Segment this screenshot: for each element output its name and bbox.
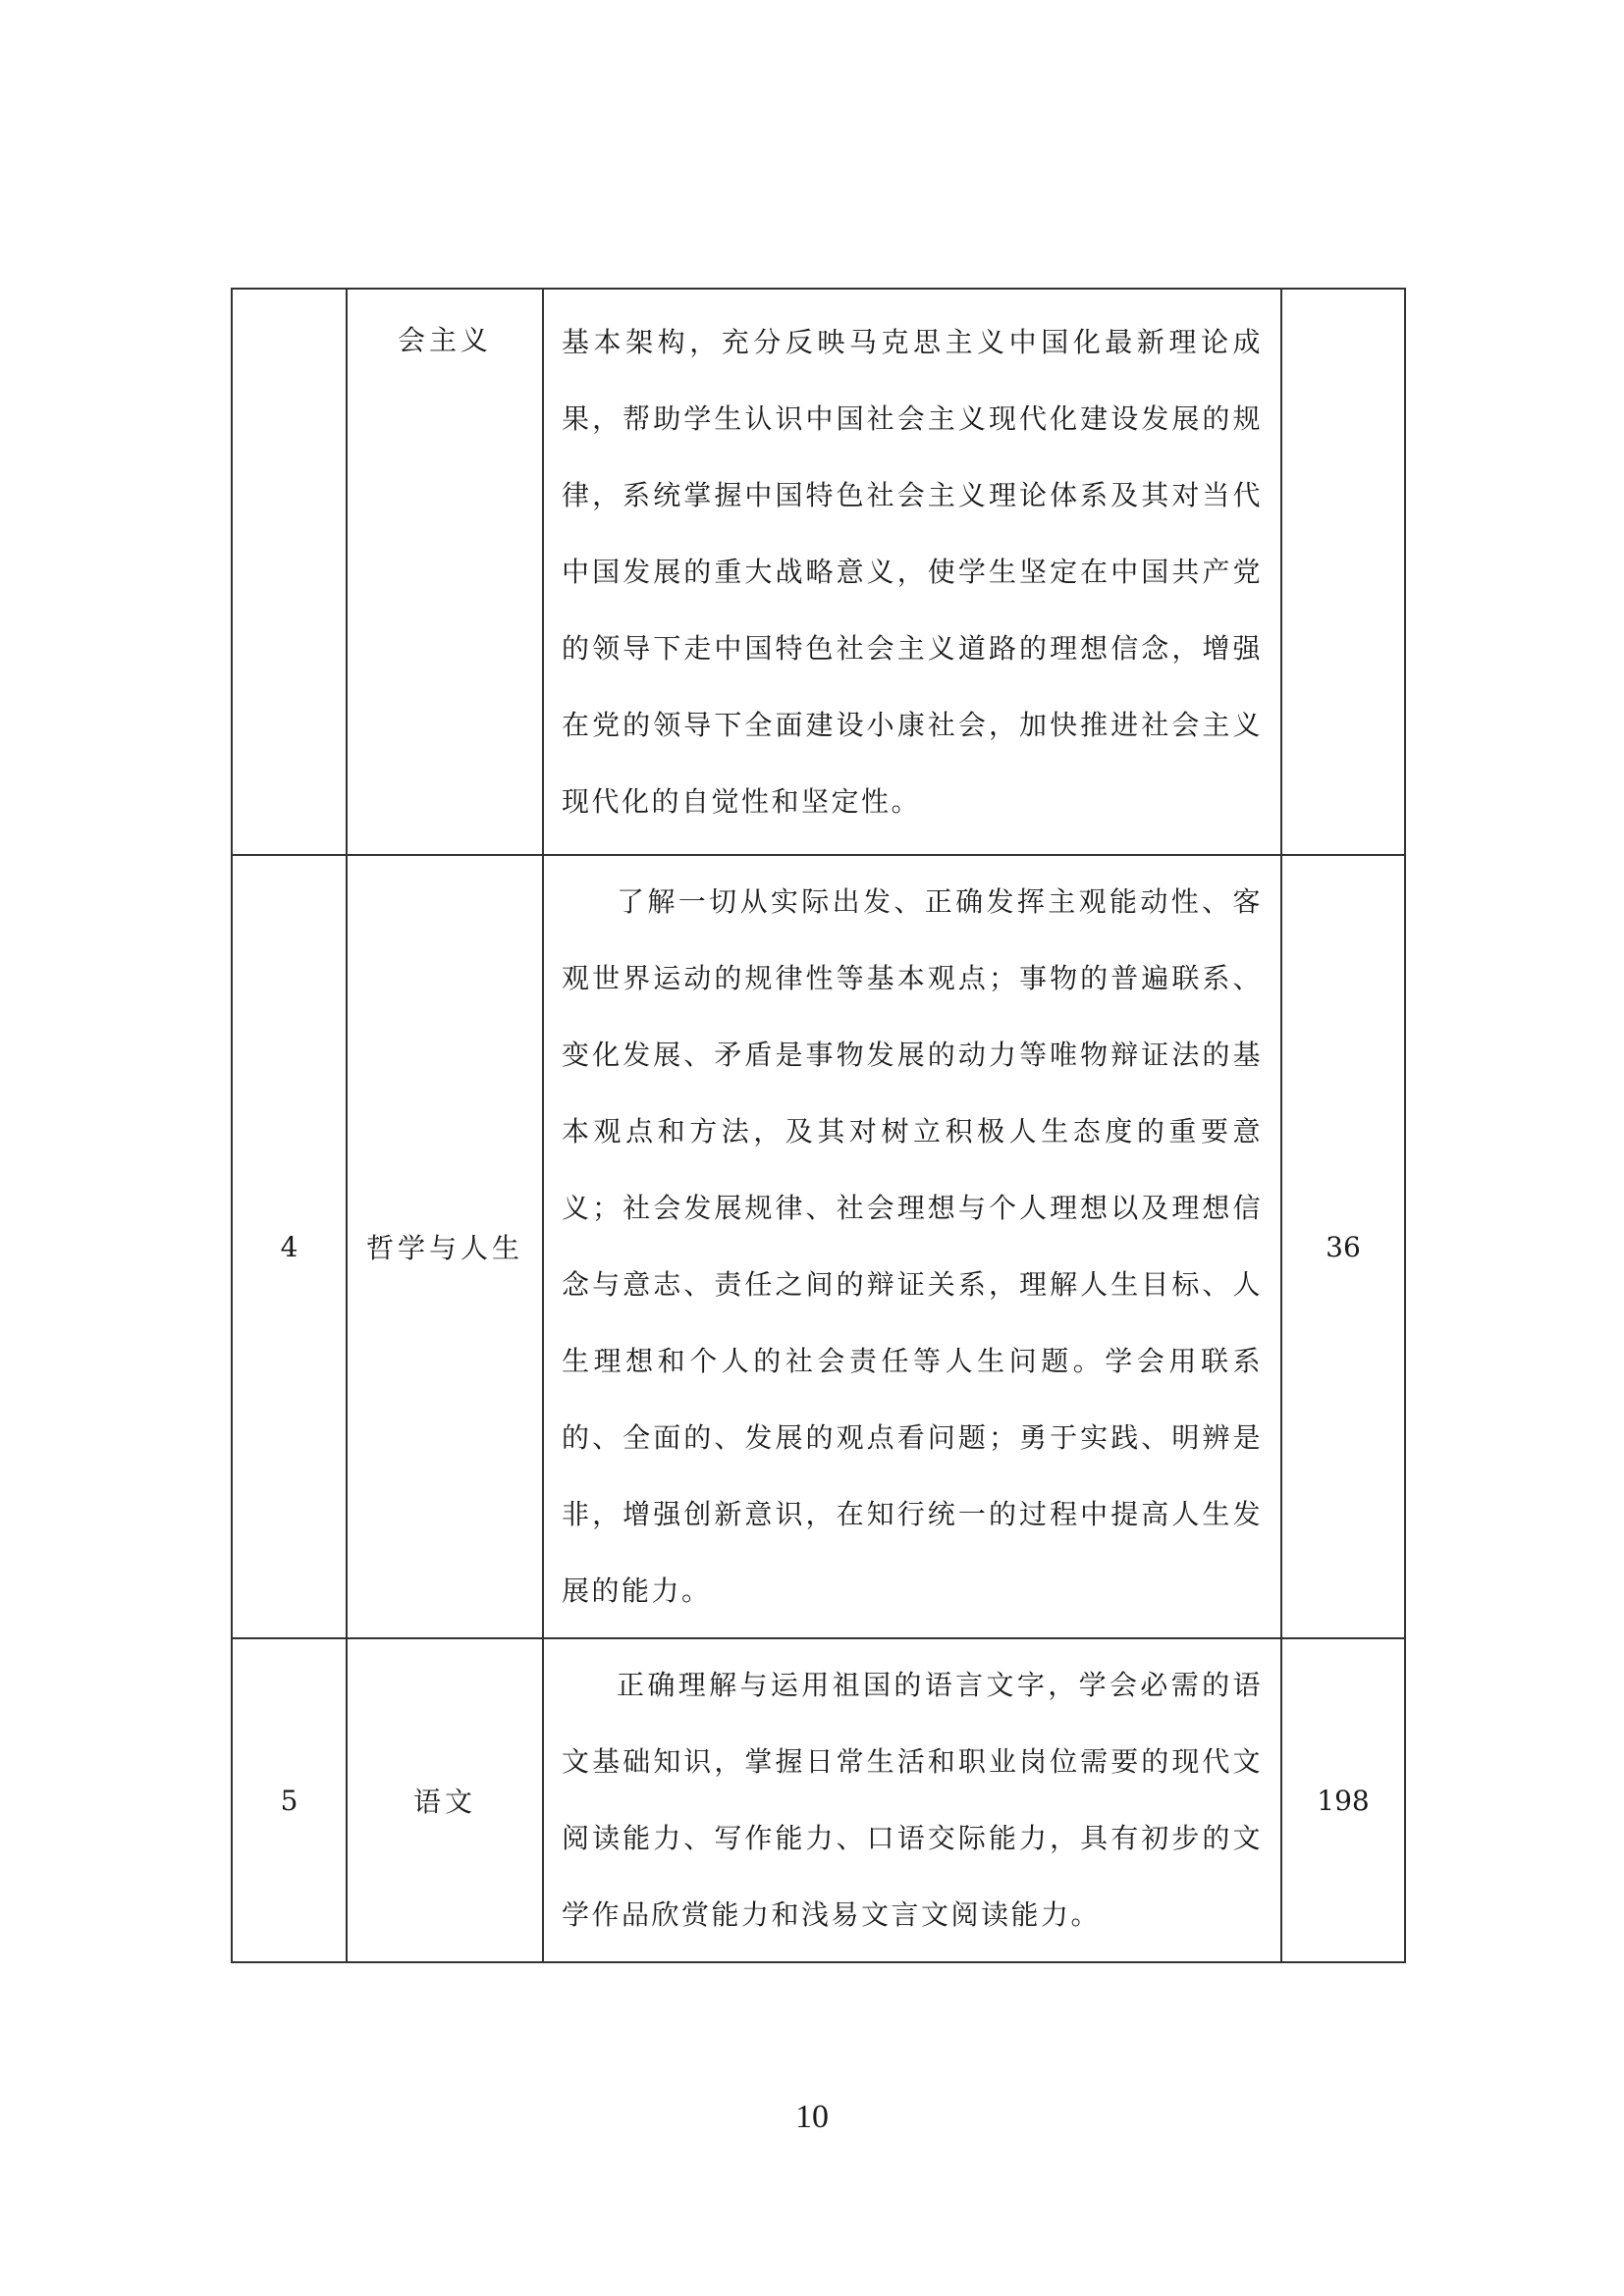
course-table — [231, 288, 1406, 1963]
table-row — [232, 855, 1405, 1638]
course-number-cell: 5 — [232, 1638, 347, 1962]
course-name-cell: 语文 — [347, 1638, 543, 1962]
table-row — [232, 289, 1405, 855]
course-number-cell — [232, 289, 347, 855]
table-row — [232, 1638, 1405, 1962]
course-number-cell: 4 — [232, 855, 347, 1638]
course-hours-cell — [1281, 289, 1405, 855]
course-content-text: 正确理解与运用祖国的语言文字，学会必需的语文基础知识，掌握日常生活和职业岗位需要的现代文阅读能力、写作能力、口语交际能力，具有初步的文学作品欣赏能力和浅易文言文阅读能力。 — [562, 1669, 1263, 1931]
page-number: 10 — [795, 2099, 829, 2135]
course-hours-cell: 36 — [1281, 855, 1405, 1638]
course-content-text: 了解一切从实际出发、正确发挥主观能动性、客观世界运动的规律性等基本观点；事物的普遍联系、变化发展、矛盾是事物发展的动力等唯物辩证法的基本观点和方法，及其对树立积极人生态度的重要意义；社会发展规律、社会理想与个人理想以及理想信念与意志、责任之间的辩证关系，理解人生目标、人生理想和个人的社会责任等人生问题。学会用联系的、全面的、发展的观点看问题；勇于实践、明辨是非，增强创新意识，在知行统一的过程中提高人生发展的能力。 — [562, 885, 1263, 1607]
course-name-cell: 哲学与人生 — [347, 855, 543, 1638]
course-content-text: 基本架构，充分反映马克思主义中国化最新理论成果，帮助学生认识中国社会主义现代化建设发展的规律，系统掌握中国特色社会主义理论体系及其对当代中国发展的重大战略意义，使学生坚定在中国共产党的领导下走中国特色社会主义道路的理想信念，增强在党的领导下全面建设小康社会，加快推进社会主义现代化的自觉性和坚定性。 — [562, 325, 1263, 818]
course-content-cell — [543, 1638, 1281, 1962]
course-content-cell — [543, 289, 1281, 855]
course-hours-cell: 198 — [1281, 1638, 1405, 1962]
course-content-cell — [543, 855, 1281, 1638]
course-name-cell: 会主义 — [347, 289, 543, 855]
